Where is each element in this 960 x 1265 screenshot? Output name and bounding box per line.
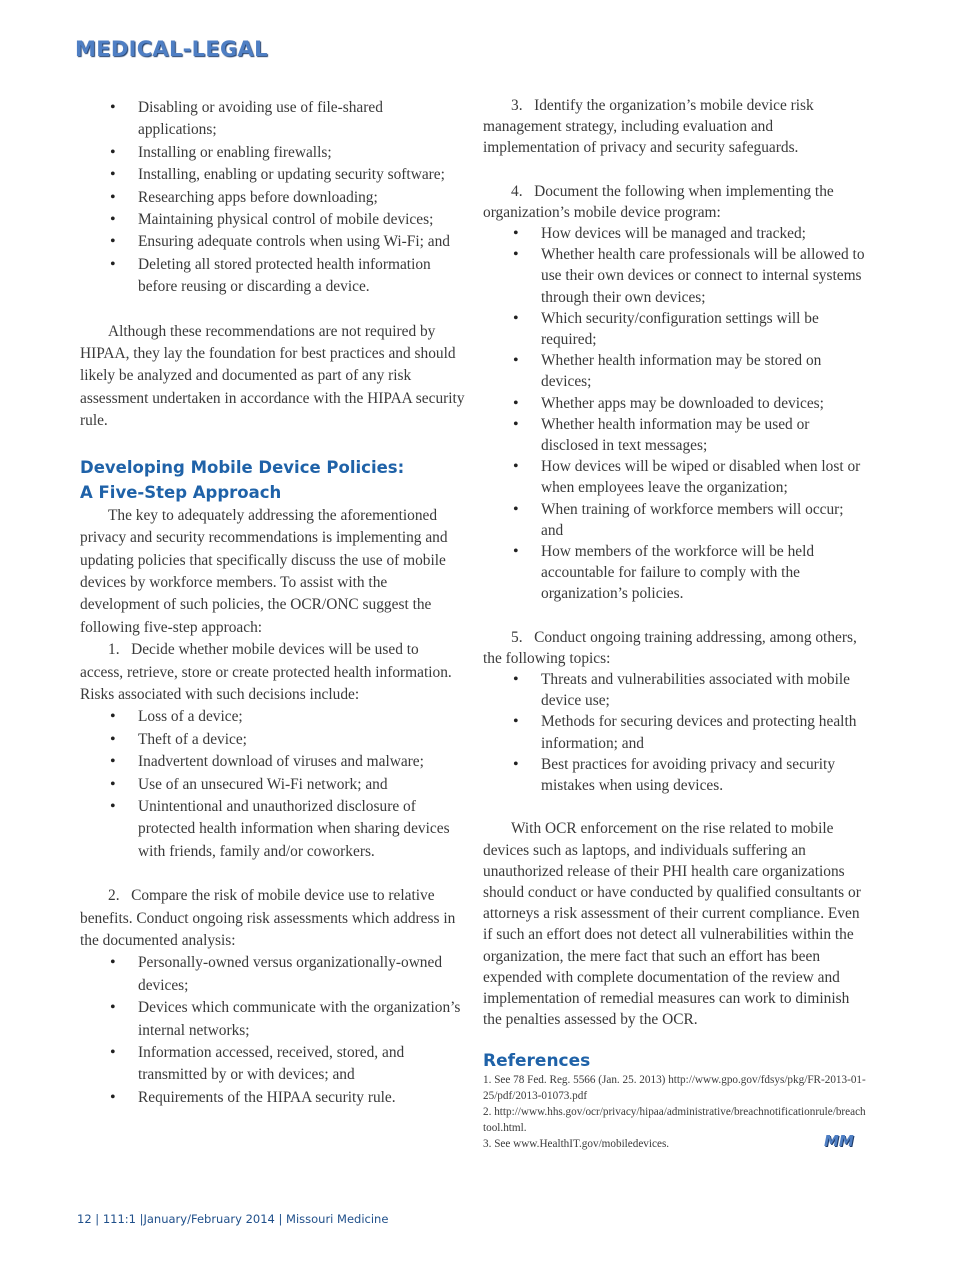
list-item: • Whether health information may be used or disclosed in text messages; (541, 414, 868, 456)
bullet-list-training (483, 669, 868, 796)
list-item: • Whether apps may be downloaded to devices; (541, 393, 868, 414)
paragraph-although: Although these recommendations are not required by HIPAA, they lay the foundation for best practices and should likely be analyzed and documented as part of any risk assessment undertaken in accordance with the HIPAA security rule. (80, 322, 465, 430)
page-footer: 12 | 111:1 |January/February 2014 | Missouri Medicine (77, 1212, 389, 1226)
bullet-list-precautions (80, 97, 465, 299)
list-item: • Information accessed, received, stored, and transmitted by or with devices; and (138, 1042, 465, 1087)
missouri-medicine-logo: MM (824, 1132, 854, 1150)
list-item: • Theft of a device; (138, 729, 465, 751)
reference-item: 3. See www.HealthIT.gov/mobiledevices. (483, 1138, 670, 1151)
list-item: • Whether health information may be stored on devices; (541, 350, 868, 392)
step-2: 2. Compare the risk of mobile device use to relative benefits. Conduct ongoing risk assessments which address in the documented analysis: (80, 887, 456, 949)
bullet-list-assessments (80, 952, 465, 1109)
paragraph-ocr: With OCR enforcement on the rise related to mobile devices such as laptops, and individuals suffering an unauthorized release of their PHI health care organizations should conduct or have conducted by qualified consultants or attorneys a risk assessment of their current compliance. Even if such an effort does not detect all vulnerabilities within the organization, the mere fact that such an effort has been expended with complete documentation of the review and implementation of remedial measures can work to diminish the penalties assessed by the OCR. (483, 820, 861, 1029)
bullet-list-risks (80, 706, 465, 863)
heading-line-1: Developing Mobile Device Policies: (80, 457, 405, 477)
references-list (483, 1072, 868, 1152)
reference-item: 1. See 78 Fed. Reg. 5566 (Jan. 25. 2013) http://www.gpo.gov/fdsys/pkg/FR-2013-01-25/pdf/2013-01073.pdf (483, 1074, 866, 1103)
section-header: MEDICAL-LEGAL (75, 37, 268, 61)
right-column (483, 95, 868, 1152)
paragraph-key: The key to adequately addressing the aforementioned privacy and security recommendations is implementing and updating policies that specifically discuss the use of mobile devices by workforce members. To assist with the development of such policies, the OCR/ONC suggest the following five-step approach: (80, 506, 448, 636)
list-item: • Inadvertent download of viruses and malware; (138, 751, 465, 773)
heading-line-2: A Five-Step Approach (80, 482, 282, 502)
list-item: • Devices which communicate with the organization’s internal networks; (138, 997, 465, 1042)
list-item: • Which security/configuration settings will be required; (541, 308, 868, 350)
list-item: • How devices will be wiped or disabled when lost or when employees leave the organization; (541, 456, 868, 498)
list-item: • Researching apps before downloading; (138, 187, 465, 209)
list-item: • Maintaining physical control of mobile devices; (138, 209, 465, 231)
list-item: • How devices will be managed and tracked; (541, 223, 868, 244)
list-item: • How members of the workforce will be held accountable for failure to comply with the organization’s policies. (541, 541, 868, 605)
step-4: 4. Document the following when implementing the organization’s mobile device program: (483, 182, 834, 221)
list-item: • Unintentional and unauthorized disclosure of protected health information when sharing devices with friends, family and/or coworkers. (138, 796, 465, 863)
list-item: • Installing, enabling or updating security software; (138, 164, 465, 186)
step-3: 3. Identify the organization’s mobile device risk management strategy, including evaluation and implementation of privacy and security safeguards. (483, 97, 814, 157)
list-item: • Best practices for avoiding privacy and security mistakes when using devices. (541, 754, 868, 796)
reference-item: 2. http://www.hhs.gov/ocr/privacy/hipaa/administrative/breachnotificationrule/breachtool.html. (483, 1106, 866, 1135)
list-item: • Ensuring adequate controls when using Wi-Fi; and (138, 231, 465, 253)
list-item: • Disabling or avoiding use of file-shared applications; (138, 97, 465, 142)
list-item: • When training of workforce members will occur; and (541, 499, 868, 541)
list-item: • Requirements of the HIPAA security rule. (138, 1087, 465, 1109)
bullet-list-program (483, 223, 868, 605)
step-5: 5. Conduct ongoing training addressing, among others, the following topics: (483, 628, 857, 667)
list-item: • Installing or enabling firewalls; (138, 142, 465, 164)
step-1: 1. Decide whether mobile devices will be used to access, retrieve, store or create protected health information. Risks associated with such decisions include: (80, 641, 452, 703)
references-heading: References (483, 1051, 591, 1072)
list-item: • Whether health care professionals will be allowed to use their own devices or connect to internal systems through their own devices; (541, 244, 868, 308)
list-item: • Methods for securing devices and protecting health information; and (541, 711, 868, 753)
list-item: • Deleting all stored protected health information before reusing or discarding a device. (138, 254, 465, 299)
list-item: • Use of an unsecured Wi-Fi network; and (138, 774, 465, 796)
section-heading (80, 455, 465, 505)
list-item: • Personally-owned versus organizationally-owned devices; (138, 952, 465, 997)
list-item: • Threats and vulnerabilities associated with mobile device use; (541, 669, 868, 711)
list-item: • Loss of a device; (138, 706, 465, 728)
left-column (80, 97, 465, 1109)
